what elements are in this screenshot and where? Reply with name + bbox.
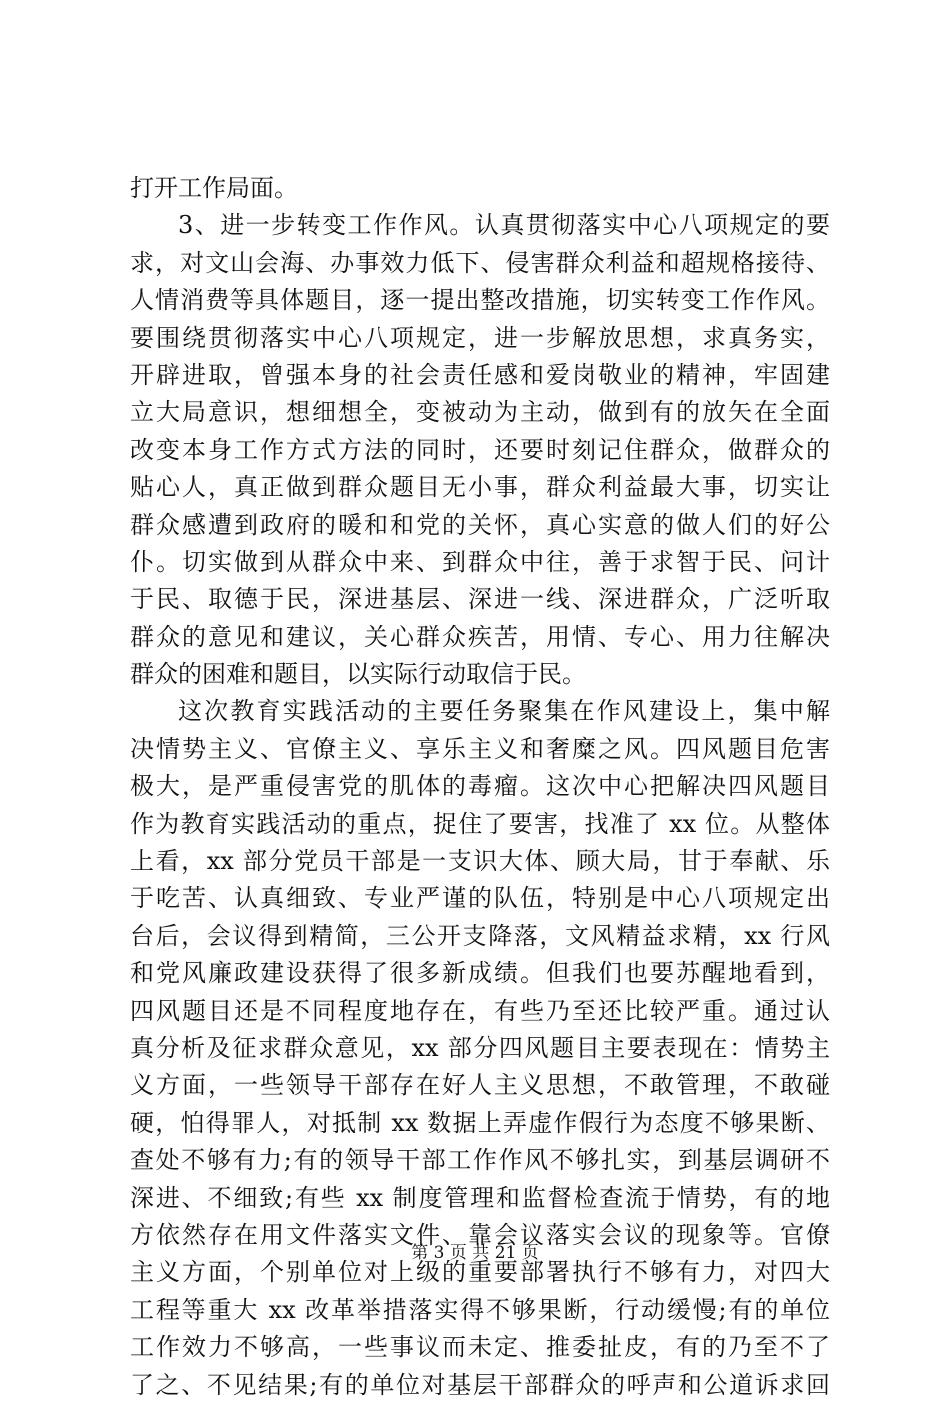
text-line: 方依然存在用文件落实文件、靠会议落实会议的现象等。官僚 [130, 1220, 830, 1249]
text-line: 打开工作局面。 [130, 174, 298, 202]
text-line: 群众的意见和建议，关心群众疾苦，用情、专心、用力往解决 [130, 622, 830, 651]
text-line: 群众感遭到政府的暖和和党的关怀，真心实意的做人们的好公 [130, 510, 830, 539]
text-line: 贴心人，真正做到群众题目无小事，群众利益最大事，切实让 [130, 473, 830, 502]
text-line: 四风题目还是不同程度地存在，有些乃至还比较严重。通过认 [130, 996, 830, 1025]
text-line: 真分析及征求群众意见，xx 部分四风题目主要表现在：情势主 [130, 1033, 830, 1062]
text-line: 要围绕贯彻落实中心八项规定，进一步解放思想，求真务实， [130, 323, 830, 352]
body-text [130, 170, 830, 1404]
text-line: 改变本身工作方式方法的同时，还要时刻记住群众，做群众的 [130, 435, 830, 464]
text-line: 开辟进取，曾强本身的社会责任感和爱岗敬业的精神，牢固建 [130, 360, 830, 389]
text-line: 台后，会议得到精简，三公开支降落，文风精益求精，xx 行风 [130, 921, 830, 950]
text-line: 这次教育实践活动的主要任务聚集在作风建设上，集中解 [178, 697, 830, 726]
page-number: 第 3 页 共 21 页 [411, 1243, 539, 1263]
text-line: 工作效力不够高，一些事议而未定、推委扯皮，有的乃至不了 [130, 1333, 830, 1362]
text-line: 人情消费等具体题目，逐一提出整改措施，切实转变工作作风。 [130, 286, 830, 315]
text-line: 硬，怕得罪人，对抵制 xx 数据上弄虚作假行为态度不够果断、 [130, 1108, 830, 1137]
text-line: 工程等重大 xx 改革举措落实得不够果断，行动缓慢;有的单位 [130, 1295, 830, 1324]
text-line: 于吃苦、认真细致、专业严谨的队伍，特别是中心八项规定出 [130, 884, 830, 913]
text-line: 群众的困难和题目，以实际行动取信于民。 [130, 660, 586, 689]
text-line: 了之、不见结果;有的单位对基层干部群众的呼声和公道诉求回 [130, 1370, 830, 1399]
page-footer [0, 1238, 950, 1263]
text-line: 查处不够有力;有的领导干部工作作风不够扎实，到基层调研不 [130, 1146, 830, 1175]
text-line: 于民、取德于民，深进基层、深进一线、深进群众，广泛听取 [130, 585, 830, 614]
text-line: 3、进一步转变工作作风。认真贯彻落实中心八项规定的要 [178, 211, 830, 240]
text-line: 立大局意识，想细想全，变被动为主动，做到有的放矢在全面 [130, 398, 830, 427]
text-line: 和党风廉政建设获得了很多新成绩。但我们也要苏醒地看到， [130, 959, 830, 988]
text-line: 仆。切实做到从群众中来、到群众中往，善于求智于民、问计 [130, 547, 830, 576]
text-line: 作为教育实践活动的重点，捉住了要害，找准了 xx 位。从整体 [130, 809, 830, 838]
text-line: 求，对文山会海、办事效力低下、侵害群众利益和超规格接待、 [130, 248, 830, 277]
text-line: 极大，是严重侵害党的肌体的毒瘤。这次中心把解决四风题目 [130, 772, 830, 801]
text-line: 主义方面，个别单位对上级的重要部署执行不够有力，对四大 [130, 1258, 830, 1287]
text-line: 深进、不细致;有些 xx 制度管理和监督检查流于情势，有的地 [130, 1183, 830, 1212]
text-line: 义方面，一些领导干部存在好人主义思想，不敢管理，不敢碰 [130, 1071, 830, 1100]
text-line: 上看，xx 部分党员干部是一支识大体、顾大局，甘于奉献、乐 [130, 847, 830, 876]
text-line: 决情势主义、官僚主义、享乐主义和奢糜之风。四风题目危害 [130, 734, 830, 763]
